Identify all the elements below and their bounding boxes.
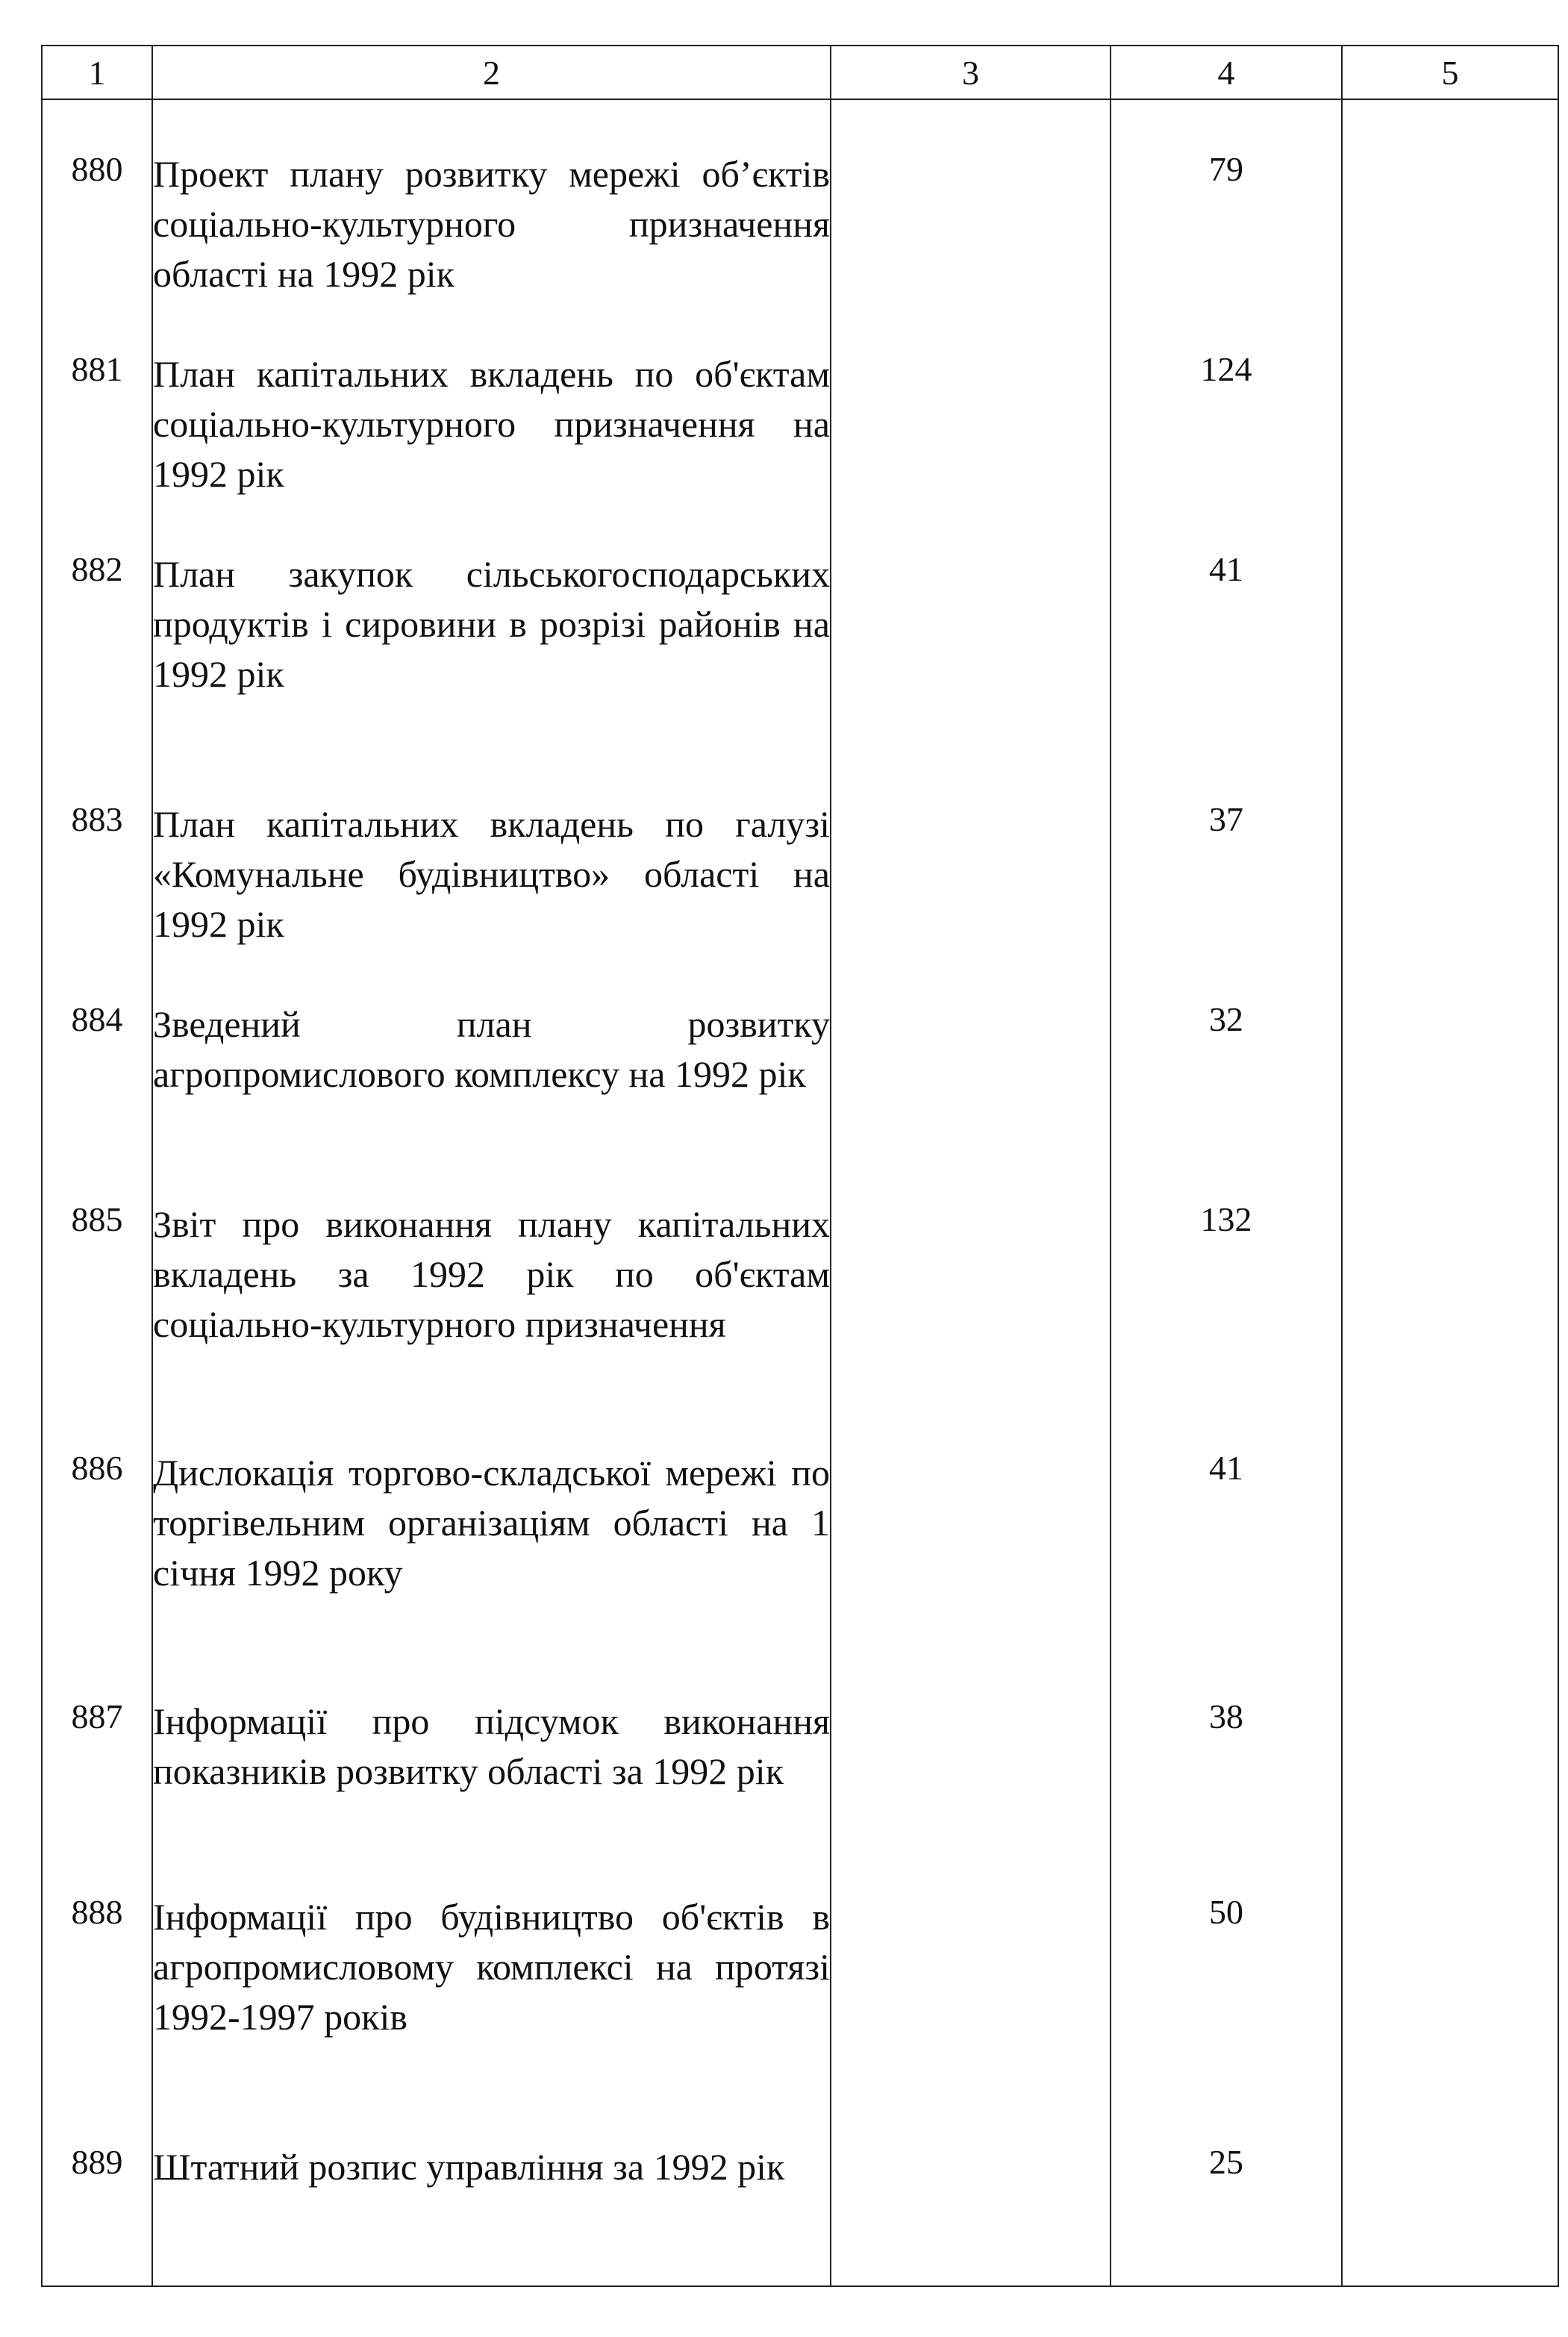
item-sheets: 79 xyxy=(1111,149,1342,349)
item-sheets: 132 xyxy=(1111,1199,1342,1448)
item-number: 889 xyxy=(42,2142,152,2286)
item-title: Інформації про підсумок виконання показників розвитку області за 1992 рік xyxy=(152,1697,831,1892)
item-title: Зведений план розвитку агропромислового комплексу на 1992 рік xyxy=(152,999,831,1199)
item-number: 886 xyxy=(42,1448,152,1697)
item-period xyxy=(831,1199,1111,1448)
item-sheets: 50 xyxy=(1111,1892,1342,2142)
item-number: 888 xyxy=(42,1892,152,2142)
item-note xyxy=(1342,799,1558,999)
table-row xyxy=(42,999,1558,1199)
item-note xyxy=(1342,1697,1558,1892)
table-row xyxy=(42,1448,1558,1697)
inventory-table xyxy=(41,45,1559,2287)
item-period xyxy=(831,349,1111,549)
spacer-cell xyxy=(42,99,152,149)
item-note xyxy=(1342,349,1558,549)
item-period xyxy=(831,549,1111,799)
item-title: План капітальних вкладень по галузі «Комунальне будівництво» області на 1992 рік xyxy=(152,799,831,999)
item-title: Звіт про виконання плану капітальних вкладень за 1992 рік по об'єктам соціально-культурного призначення xyxy=(152,1199,831,1448)
spacer-cell xyxy=(1111,99,1342,149)
item-period xyxy=(831,1697,1111,1892)
item-sheets: 25 xyxy=(1111,2142,1342,2286)
item-sheets: 41 xyxy=(1111,549,1342,799)
header-col-2: 2 xyxy=(152,46,831,99)
item-note xyxy=(1342,1892,1558,2142)
item-title: План закупок сільськогосподарських продуктів і сировини в розрізі районів на 1992 рік xyxy=(152,549,831,799)
item-title: Штатний розпис управління за 1992 рік xyxy=(152,2142,831,2286)
spacer-cell xyxy=(831,99,1111,149)
item-period xyxy=(831,2142,1111,2286)
item-note xyxy=(1342,149,1558,349)
item-sheets: 124 xyxy=(1111,349,1342,549)
table-row xyxy=(42,549,1558,799)
item-period xyxy=(831,1892,1111,2142)
item-number: 882 xyxy=(42,549,152,799)
item-sheets: 38 xyxy=(1111,1697,1342,1892)
item-sheets: 37 xyxy=(1111,799,1342,999)
item-note xyxy=(1342,1199,1558,1448)
table-row xyxy=(42,349,1558,549)
item-period xyxy=(831,799,1111,999)
header-col-4: 4 xyxy=(1111,46,1342,99)
item-note xyxy=(1342,1448,1558,1697)
item-period xyxy=(831,999,1111,1199)
item-number: 881 xyxy=(42,349,152,549)
item-number: 885 xyxy=(42,1199,152,1448)
item-period xyxy=(831,149,1111,349)
header-col-5: 5 xyxy=(1342,46,1558,99)
table-row xyxy=(42,1892,1558,2142)
item-title: Інформації про будівництво об'єктів в агропромисловому комплексі на протязі 1992-1997 років xyxy=(152,1892,831,2142)
item-note xyxy=(1342,549,1558,799)
spacer-cell xyxy=(152,99,831,149)
spacer-cell xyxy=(1342,99,1558,149)
table-row xyxy=(42,799,1558,999)
table-row xyxy=(42,2142,1558,2286)
item-number: 883 xyxy=(42,799,152,999)
item-period xyxy=(831,1448,1111,1697)
item-sheets: 32 xyxy=(1111,999,1342,1199)
item-sheets: 41 xyxy=(1111,1448,1342,1697)
table-row xyxy=(42,1697,1558,1892)
item-number: 884 xyxy=(42,999,152,1199)
item-number: 887 xyxy=(42,1697,152,1892)
item-title: Дислокація торгово-складської мережі по торгівельним організаціям області на 1 січня 1992 року xyxy=(152,1448,831,1697)
table-row xyxy=(42,1199,1558,1448)
header-row xyxy=(42,46,1558,99)
item-note xyxy=(1342,2142,1558,2286)
item-title: План капітальних вкладень по об'єктам соціально-культурного призначення на 1992 рік xyxy=(152,349,831,549)
item-title: Проект плану розвитку мережі об’єктів соціально-культурного призначення області на 1992 рік xyxy=(152,149,831,349)
header-col-1: 1 xyxy=(42,46,152,99)
header-col-3: 3 xyxy=(831,46,1111,99)
table-row xyxy=(42,149,1558,349)
item-number: 880 xyxy=(42,149,152,349)
item-note xyxy=(1342,999,1558,1199)
